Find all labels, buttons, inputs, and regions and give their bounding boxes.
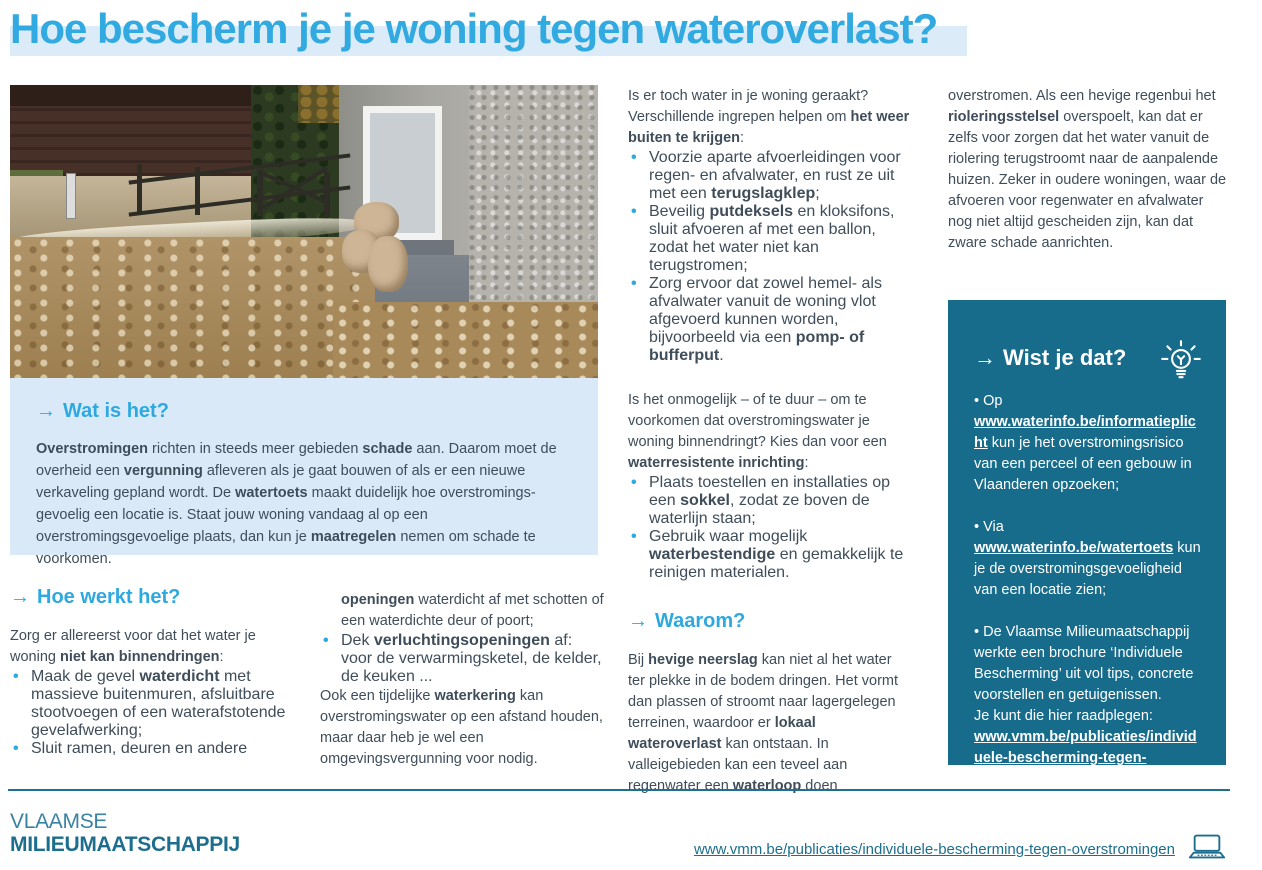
wist-je-dat-box <box>948 300 1226 787</box>
laptop-icon <box>1188 833 1226 866</box>
hoe-werkt-continuation: openingen waterdicht af met schotten of een waterdichte deur of poort; <box>341 592 604 629</box>
list-item-text: Zorg ervoor dat zowel hemel- als afvalwater vanuit de woning vlot afgevoerd kunnen worden, bijvoorbeeld via een pomp- of bufferput. <box>649 275 882 364</box>
arrow-icon: → <box>974 345 996 370</box>
middle-column <box>628 86 910 797</box>
wat-is-het-heading-label: Wat is het? <box>63 400 169 422</box>
photo-roofline <box>10 85 269 106</box>
list-item <box>10 740 292 758</box>
list-item-text: Gebruik waar mogelijk waterbestendige en gemakkelijk te reinigen materialen. <box>649 528 904 581</box>
hoe-werkt-heading-label: Hoe werkt het? <box>37 586 181 608</box>
list-item <box>628 528 910 582</box>
bullet-icon: • <box>323 632 329 649</box>
list-item <box>320 632 606 686</box>
wist-item-3: • De Vlaamse Milieumaatschappij werkte een brochure ‘Individuele Bescherming’ uit vol tips, concrete voorstellen en getuigenissen. Je kunt die hier raadplegen: www.vmm.be/publicaties/individuele-bescherming-tegen-overstromingen. <box>974 624 1197 787</box>
right-column <box>948 86 1228 254</box>
inrichting-list <box>628 474 910 582</box>
afvoer-list <box>628 149 910 365</box>
vmm-logo-line2: MILIEUMAATSCHAPPIJ <box>10 833 240 856</box>
hoe-werkt-column-2 <box>320 590 606 770</box>
afvoer-paragraph: Is er toch water in je woning geraakt? Verschillende ingrepen helpen om het weer buiten te krijgen: <box>628 88 910 146</box>
vmm-logo-line1: VLAAMSE <box>10 810 108 833</box>
wist-je-dat-header <box>974 346 1202 370</box>
list-item <box>628 203 910 275</box>
list-item <box>628 275 910 365</box>
hoe-werkt-column-1 <box>10 585 292 758</box>
wist-item-1: • Op www.waterinfo.be/informatieplicht kun je het overstromingsrisico van een perceel of een gebouw in Vlaanderen opzoeken; <box>974 393 1196 493</box>
bullet-icon: • <box>631 474 637 491</box>
list-item-text: Voorzie aparte afvoerleidingen voor regen- en afvalwater, en rust ze uit met een terugslagklep; <box>649 149 901 202</box>
waarom-paragraph: Bij hevige neerslag kan niet al het water ter plekke in de bodem dringen. Het vormt dan plassen of stroomt naar lagergelegen terreinen, waardoor er lokaal wateroverlast kan ontstaan. In valleigebieden kan een teveel aan regenwater een waterloop doen <box>628 652 898 794</box>
vmm-logo <box>10 810 240 856</box>
footer-divider <box>8 789 1230 791</box>
list-item-text: Sluit ramen, deuren en andere <box>31 740 248 757</box>
link[interactable]: www.vmm.be/publicaties/individuele-bescherming-tegen-overstromingen <box>974 729 1197 787</box>
hoe-werkt-list-2 <box>320 632 606 686</box>
lightbulb-icon <box>1158 338 1204 389</box>
wist-item-2: • Via www.waterinfo.be/watertoets kun je de overstromingsgevoeligheid van een locatie zien; <box>974 519 1201 598</box>
photo-white-post <box>66 173 76 219</box>
list-item-text: Dek verluchtingsopeningen af: voor de verwarmingsketel, de kelder, de keuken ... <box>341 632 602 685</box>
list-item <box>10 668 292 740</box>
footer-link[interactable]: www.vmm.be/publicaties/individuele-bescherming-tegen-overstromingen <box>693 841 1175 858</box>
list-item <box>628 474 910 528</box>
photo-sandbags <box>342 202 407 296</box>
link[interactable]: www.waterinfo.be/watertoets <box>974 540 1174 556</box>
page-title: Hoe bescherm je je woning tegen wateroverlast? <box>10 0 967 58</box>
section-wat-is-het <box>10 378 598 567</box>
arrow-icon: → <box>36 400 56 422</box>
photo-floodwater <box>10 237 375 378</box>
list-item-text: Maak de gevel waterdicht met massieve buitenmuren, afsluitbare stootvoegen of een waterafstotende gevelafwerking; <box>31 668 286 739</box>
hoe-werkt-intro: Zorg er allereerst voor dat het water je woning niet kan binnendringen: <box>10 628 256 665</box>
inrichting-paragraph: Is het onmogelijk – of te duur – om te voorkomen dat overstromingswater je woning binnendringt? Kies dan voor een waterresistente inrichting: <box>628 392 887 471</box>
list-item <box>628 149 910 203</box>
bullet-icon: • <box>13 740 19 757</box>
list-item-text: Plaats toestellen en installaties op een sokkel, zodat ze boven de waterlijn staan; <box>649 474 891 527</box>
waarom-heading <box>628 609 910 633</box>
arrow-icon: → <box>628 610 648 632</box>
flood-photo <box>10 85 598 378</box>
bullet-icon: • <box>631 275 637 292</box>
wat-is-het-paragraph: Overstromingen richten in steeds meer gebieden schade aan. Daarom moet de overheid een vergunning afleveren als je gaat bouwen of als er een nieuwe verkaveling gepland wordt. De watertoets maakt duidelijk hoe overstromings-gevoelig een locatie is. Staat jouw woning vandaag al op een overstromingsgevoelige plaats, dan kun je maatregelen nemen om schade te voorkomen. <box>36 441 557 567</box>
hoe-werkt-heading <box>10 585 292 609</box>
wist-je-dat-heading-label: Wist je dat? <box>1003 345 1127 370</box>
hoe-werkt-outro: Ook een tijdelijke waterkering kan overstromingswater op een afstand houden, maar daar heb je wel een omgevingsvergunning voor nodig. <box>320 688 603 767</box>
link[interactable]: www.waterinfo.be/informatieplicht <box>974 414 1196 451</box>
hoe-werkt-list-1 <box>10 668 292 758</box>
bullet-icon: • <box>631 149 637 166</box>
wat-is-het-heading <box>36 399 572 423</box>
bullet-icon: • <box>13 668 19 685</box>
footer-right <box>694 833 1226 866</box>
arrow-icon: → <box>10 586 30 608</box>
list-item-text: Beveilig putdeksels en kloksifons, sluit afvoeren af met een ballon, zodat het water niet kan terugstromen; <box>649 203 895 274</box>
bullet-icon: • <box>631 528 637 545</box>
waarom-heading-label: Waarom? <box>655 610 746 632</box>
bullet-icon: • <box>631 203 637 220</box>
photo-floodwater-foam <box>333 302 598 378</box>
riolering-paragraph: overstromen. Als een hevige regenbui het rioleringsstelsel overspoelt, kan dat er zelfs voor zorgen dat het water vanuit de riolering terugstroomt naar de aanpalende huizen. Zeker in oudere woningen, waar de afvoeren voor regenwater en afvalwater nog niet altijd gescheiden zijn, kan dat zware schade aanrichten. <box>948 88 1227 251</box>
